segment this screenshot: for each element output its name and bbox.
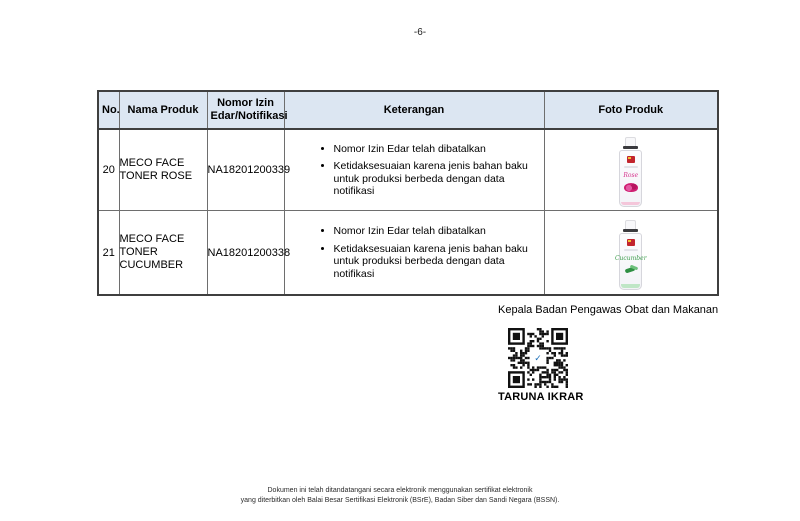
footer-disclaimer [0, 486, 800, 506]
bottle-cap [623, 146, 638, 149]
col-header-keterangan: Keterangan [284, 91, 544, 129]
cell-no: 21 [98, 211, 119, 296]
cell-nama-produk: MECO FACE TONER CUCUMBER [119, 211, 207, 296]
cell-keterangan [284, 129, 544, 211]
qr-code [508, 328, 568, 388]
product-table [97, 90, 719, 296]
rose-illustration [624, 183, 638, 192]
col-header-foto-produk: Foto Produk [544, 91, 718, 129]
col-header-no: No. [98, 91, 119, 129]
signature-title: Kepala Badan Pengawas Obat dan Makanan [498, 304, 719, 316]
cell-keterangan [284, 211, 544, 296]
keterangan-item: • Nomor Izin Edar telah dibatalkan [334, 225, 536, 238]
table-row-21 [98, 211, 718, 296]
page-number: -6- [413, 27, 427, 38]
label-script-text: Rose [623, 172, 639, 179]
cucumber-illustration [624, 266, 638, 275]
bottle-neck [625, 220, 636, 229]
bottle-cap [623, 229, 638, 232]
cell-foto-produk [544, 211, 718, 296]
cell-no: 20 [98, 129, 119, 211]
cell-nomor-izin: NA18201200339 [207, 129, 284, 211]
product-photo-cucumber [614, 220, 647, 290]
brand-logo-icon [627, 239, 635, 246]
bottle-neck [625, 137, 636, 146]
table-row-20 [98, 129, 718, 211]
cell-nomor-izin: NA18201200338 [207, 211, 284, 296]
bottle-body [619, 150, 642, 207]
cell-foto-produk [544, 129, 718, 211]
col-header-nomor-izin: Nomor Izin Edar/Notifikasi [207, 91, 284, 129]
keterangan-item: • Nomor Izin Edar telah dibatalkan [334, 143, 536, 156]
table-header-row [98, 91, 718, 129]
label-microtext [624, 166, 638, 168]
brand-logo-icon [627, 156, 635, 163]
bsre-logo-icon: ✓ [532, 352, 544, 364]
label-bottom-band [621, 202, 640, 205]
label-bottom-band [621, 284, 640, 288]
col-header-nama-produk: Nama Produk [119, 91, 207, 129]
keterangan-list [285, 225, 544, 280]
keterangan-list [285, 143, 544, 198]
footer-line-1: Dokumen ini telah ditandatangani secara elektronik menggunakan sertifikat elektronik [267, 487, 533, 494]
label-script-text: Cucumber [614, 254, 647, 262]
cell-nama-produk: MECO FACE TONER ROSE [119, 129, 207, 211]
signatory-name: TARUNA IKRAR [498, 391, 584, 403]
label-microtext [624, 249, 638, 251]
keterangan-item: • Ketidaksesuaian karena jenis bahan baku untuk produksi berbeda dengan data notifikasi [334, 160, 536, 198]
keterangan-item: • Ketidaksesuaian karena jenis bahan baku untuk produksi berbeda dengan data notifikasi [334, 243, 536, 281]
bottle-body [614, 233, 647, 290]
footer-line-2: yang diterbitkan oleh Balai Besar Sertifikasi Elektronik (BSrE), Badan Siber dan Sandi Negara (BSSN). [240, 497, 560, 504]
product-photo-rose [619, 137, 642, 207]
